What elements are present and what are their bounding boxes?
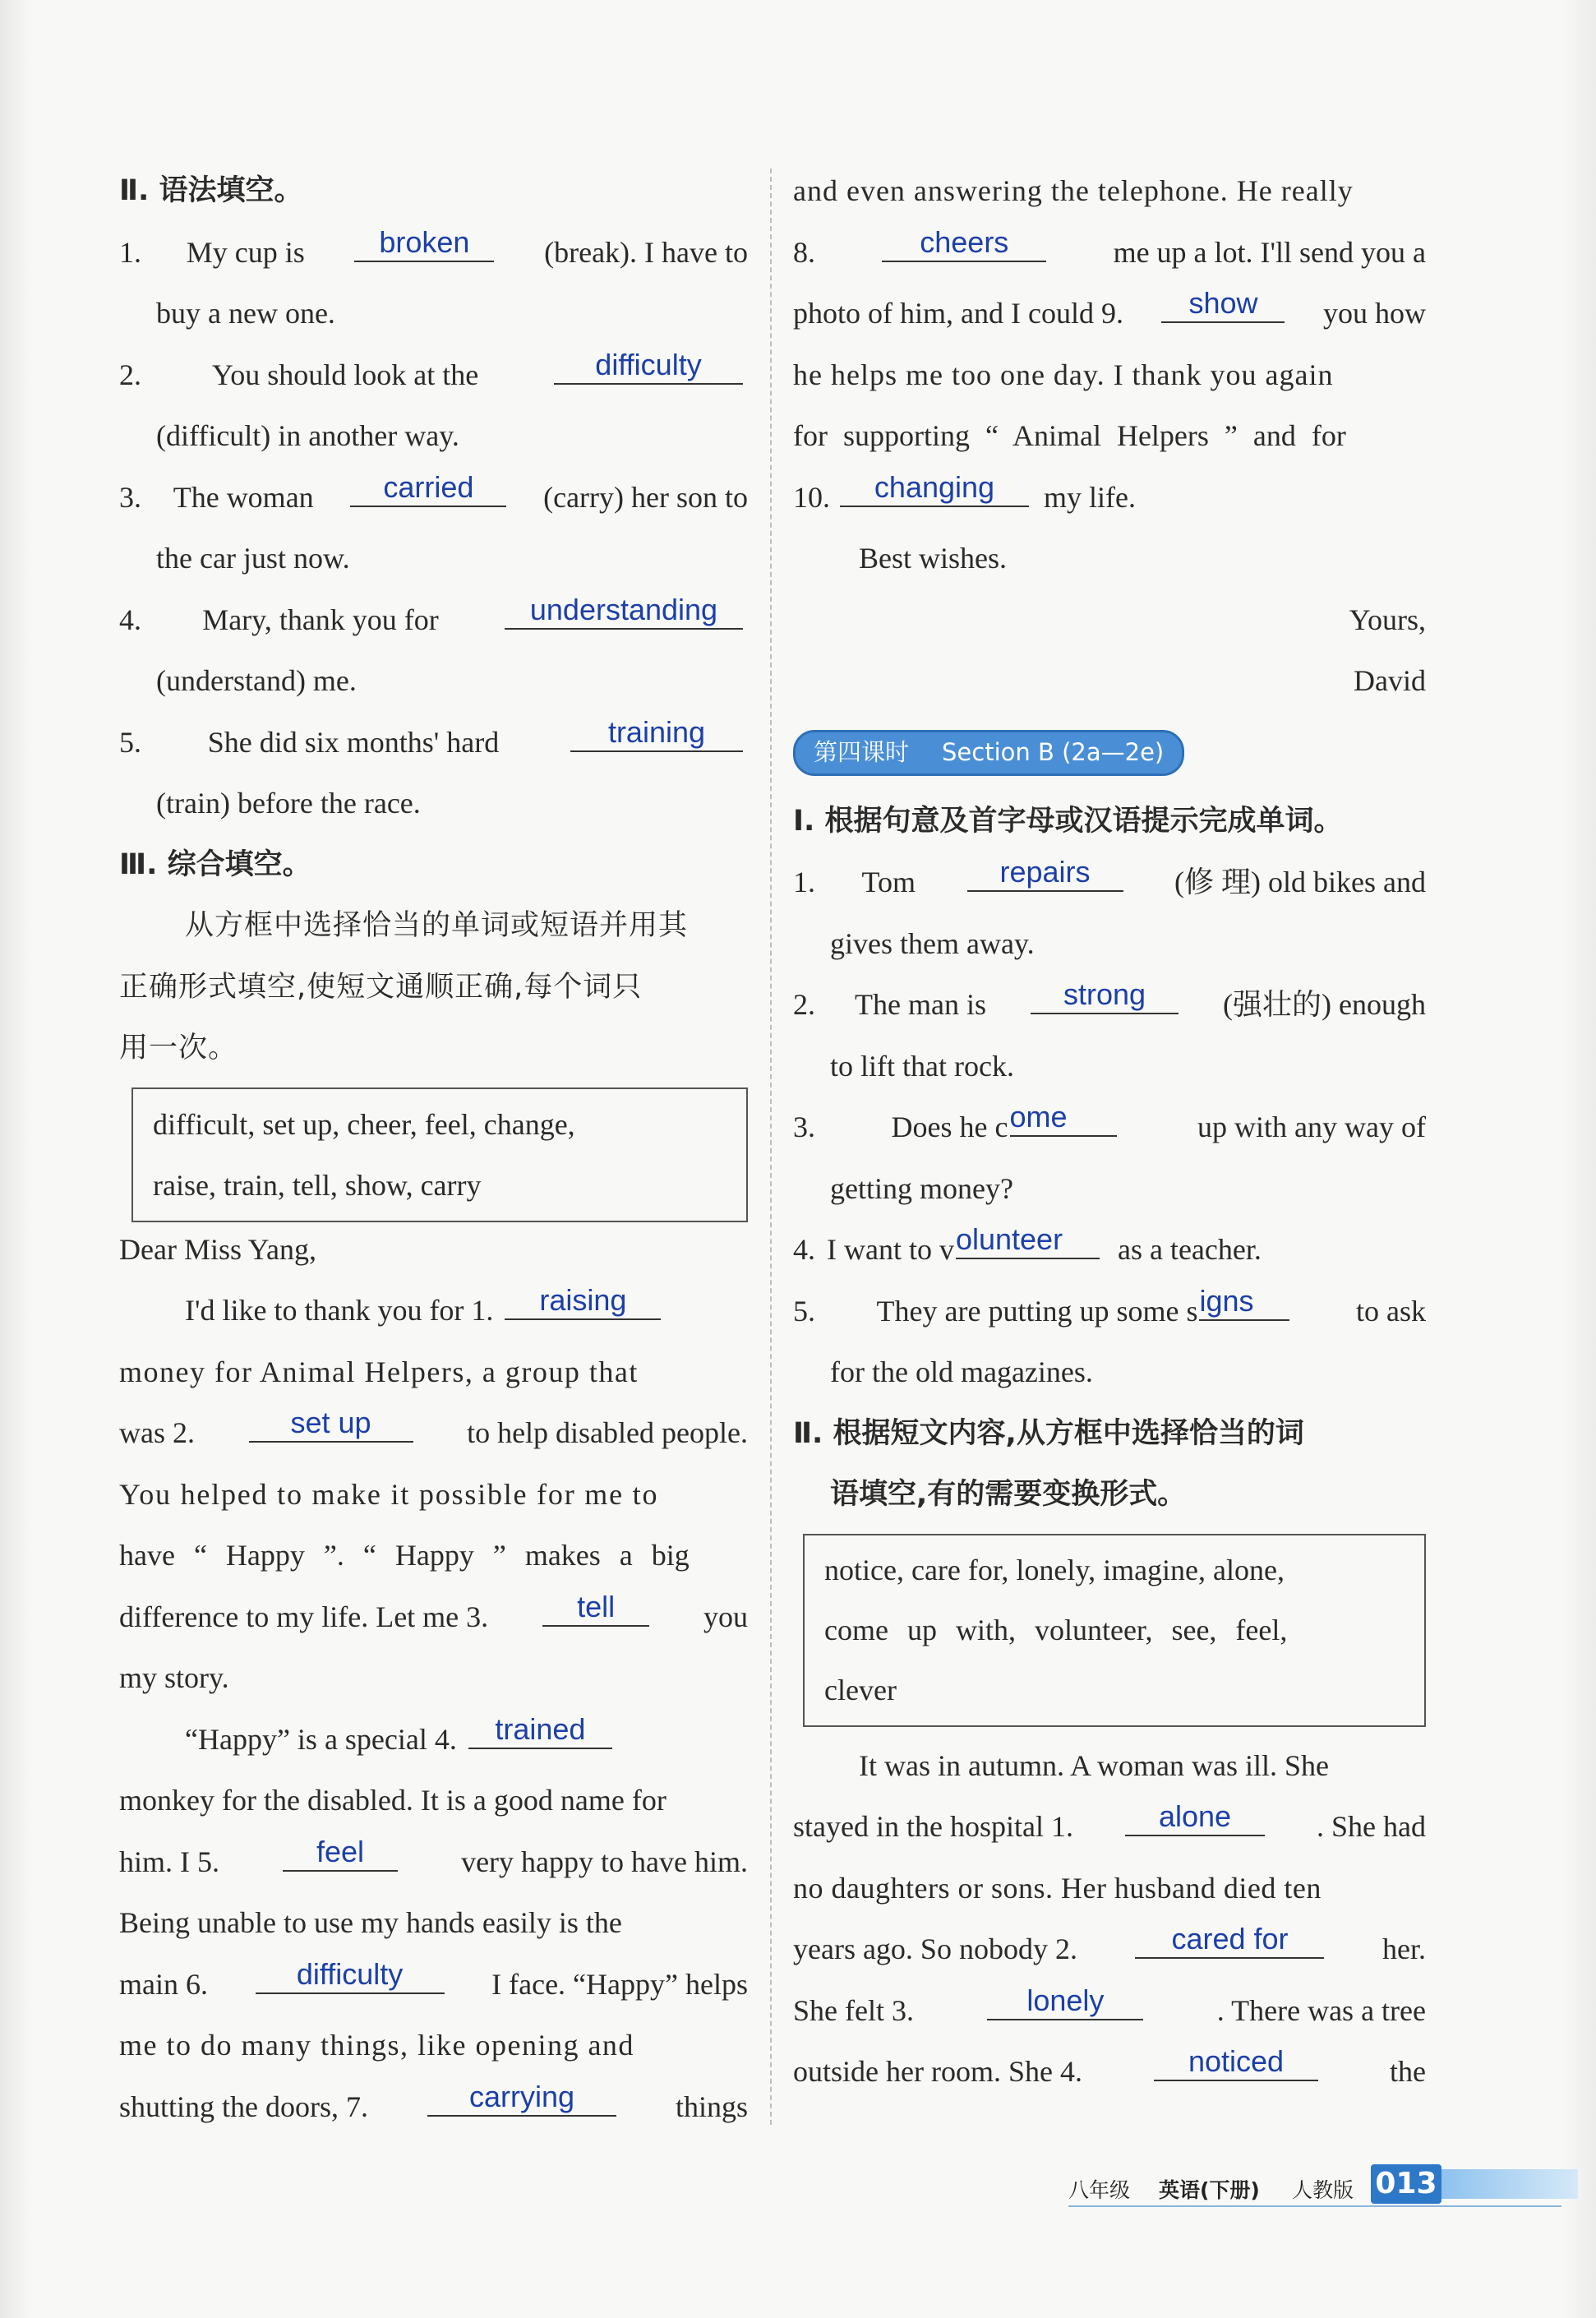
r-text-6b: my life. [1044,480,1136,514]
q1-answer: broken [379,224,470,259]
story-text-5a: She felt 3. [793,1993,914,2027]
w2-blank[interactable] [1031,977,1179,1014]
left-column [119,160,748,2137]
blank-B[interactable] [1135,1922,1324,1959]
w4-blank[interactable] [955,1222,1100,1259]
p1-line5: have “ Happy ”. “ Happy ” makes a big [119,1539,690,1572]
story-line1: It was in autumn. A woman was ill. She [859,1748,1329,1782]
w2-text-a: The man is [855,988,986,1021]
blank-D[interactable] [1154,2044,1318,2081]
r-line1: and even answering the telephone. He really [793,174,1354,207]
story-line2 [793,1796,1426,1858]
p1-text-c: was 2. [119,1416,195,1449]
story-text-6b: the [1390,2055,1426,2088]
letter-yours: Yours, [1349,603,1426,636]
q4-line [119,589,748,651]
q3-number: 3. [119,480,141,514]
w1-line2: gives them away. [830,926,1035,960]
w3-line2: getting money? [830,1171,1013,1205]
p1-text-g: difference to my life. Let me 3. [119,1600,489,1633]
blank-5[interactable] [283,1834,398,1871]
lesson-section-badge [793,730,1184,776]
q2-blank[interactable] [554,347,743,384]
story-text-2b: . She had [1317,1810,1426,1843]
blank-8[interactable] [882,224,1046,261]
p2-text-j: things [675,2089,748,2123]
letter-salutation: Dear Miss Yang, [119,1232,317,1266]
q3-line [119,467,748,529]
p1-line4: You helped to make it possible for me to [119,1477,659,1511]
r-text-6a: 10. [793,480,830,514]
w5-line2: for the old magazines. [830,1355,1093,1388]
q4-answer: understanding [529,592,718,626]
answer-2: set up [290,1406,371,1439]
w3-blank[interactable] [1009,1100,1117,1137]
answer-A: alone [1158,1799,1232,1833]
p2-line4: Being unable to use my hands easily is the [119,1906,622,1939]
r-line2 [793,222,1426,284]
p2-line5 [119,1954,748,2016]
answer-4: trained [495,1711,586,1746]
q2-text-a: You should look at the [211,358,479,391]
w5-blank[interactable] [1199,1283,1289,1320]
footer-grade: 八年级 [1068,2178,1131,2202]
q5-number: 5. [119,725,141,759]
p2-line3 [119,1831,748,1893]
q3-line2: the car just now. [156,542,350,575]
p2-text-i: shutting the doors, 7. [119,2089,368,2123]
q2-line [119,344,748,406]
footer-decoration-bar [1441,2169,1578,2199]
q5-blank[interactable] [570,714,743,751]
w2-text-b: (强壮的) enough [1223,988,1426,1021]
w2-line [793,974,1426,1036]
word-box [131,1087,748,1222]
section-II-title-1: Ⅱ. 根据短文内容,从方框中选择恰当的词 [793,1416,1304,1450]
section-I-title: Ⅰ. 根据句意及首字母或汉语提示完成单词。 [793,804,1343,838]
blank-10[interactable] [840,469,1029,506]
answer-6: difficulty [296,1956,404,1991]
p2-text-f: main 6. [119,1967,208,2001]
q1-blank[interactable] [354,224,494,261]
w3-text-b: up with any way of [1197,1111,1426,1143]
w5-text-wrap [877,1281,1295,1342]
blank-2[interactable] [249,1406,413,1443]
answer-5: feel [316,1834,365,1868]
q4-line2: (understand) me. [156,664,357,697]
w1-blank[interactable] [967,855,1123,892]
q5-line2: (train) before the race. [156,787,421,820]
w1-number: 1. [793,866,815,898]
column-divider [770,169,772,2125]
r-text-2b: me up a lot. I'll send you a [1113,235,1426,269]
q3-answer: carried [383,469,474,504]
r-text-3a: photo of him, and I could 9. [793,297,1123,330]
word-box-2 [803,1534,1426,1727]
footer-publisher: 人教版 [1292,2178,1354,2202]
w2-answer: strong [1063,977,1146,1011]
p1-line7: my story. [119,1661,229,1694]
p2-line7 [119,2076,748,2138]
story-text-4b: her. [1382,1932,1426,1965]
page-footer [1068,2158,1578,2223]
w3-text-wrap [892,1097,1122,1158]
section-label: Section B (2a—2e) [942,738,1165,767]
story-line5 [793,1980,1426,2042]
q4-text-a: Mary, thank you for [202,603,439,636]
p2-text-g: I face. “Happy” helps [491,1967,748,2001]
section-3-title: Ⅲ. 综合填空。 [119,847,311,881]
q2-number: 2. [119,358,141,391]
p1-line6 [119,1586,748,1648]
story-text-2a: stayed in the hospital 1. [793,1810,1073,1843]
story-text-5b: . There was a tree [1216,1993,1426,2027]
p2-text-a: “Happy” is a special 4. [185,1722,457,1756]
r-line3 [793,283,1426,344]
p1-text-h: you [703,1600,748,1633]
w2-line2: to lift that rock. [830,1049,1014,1083]
q5-answer: training [607,714,706,749]
p1-line1 [119,1280,748,1341]
story-text-4a: years ago. So nobody 2. [793,1932,1077,1965]
answer-D: noticed [1188,2044,1285,2078]
w4-number: 4. [793,1233,815,1266]
q3-text-a: The woman [173,480,314,514]
answer-9: show [1188,286,1258,320]
word-box-line2: raise, train, tell, show, carry [153,1168,482,1202]
q1-text-a: My cup is [186,235,305,269]
w4-answer: olunteer [955,1222,1063,1256]
letter-closing: Best wishes. [859,542,1007,575]
section-II-title-2: 语填空,有的需要变换形式。 [830,1478,1187,1511]
w1-answer: repairs [999,855,1091,889]
answer-1: raising [539,1283,627,1317]
blank-4[interactable] [468,1711,612,1748]
p2-text-c: him. I 5. [119,1845,219,1878]
w1-text-b: (修 理) old bikes and [1174,866,1426,898]
w2-number: 2. [793,988,815,1021]
w3-text-a: Does he c [891,1111,1008,1143]
q4-number: 4. [119,603,141,636]
r-line5: for supporting “ Animal Helpers ” and for [793,419,1346,452]
answer-8: cheers [920,224,1009,259]
letter-signature: David [1354,664,1426,697]
w5-answer: igns [1199,1283,1254,1318]
w5-text-b: to ask [1355,1294,1426,1328]
w4-text-a: I want to v [827,1233,954,1266]
p1-line2: money for Animal Helpers, a group that [119,1355,639,1388]
story-text-6a: outside her room. She 4. [793,2055,1082,2088]
instruction-line2: 正确形式填空,使短文通顺正确,每个词只 [119,970,643,1004]
r-line6 [793,467,1426,529]
p2-line6: me to do many things, like opening and [119,2029,634,2062]
q2-line2: (difficult) in another way. [156,419,459,452]
blank-A[interactable] [1125,1799,1265,1836]
p1-text-a: I'd like to thank you for 1. [185,1294,494,1327]
r-text-2a: 8. [793,235,815,269]
q4-blank[interactable] [505,592,743,629]
w3-answer: ome [1009,1100,1068,1134]
w5-number: 5. [793,1294,815,1328]
w3-line [793,1097,1426,1158]
w1-line [793,852,1426,913]
answer-10: changing [874,469,995,504]
q1-number: 1. [119,235,141,269]
answer-3: tell [577,1589,616,1623]
answer-C: lonely [1026,1983,1105,2017]
w4-text-b: as a teacher. [1117,1233,1262,1266]
p2-line2: monkey for the disabled. It is a good name for [119,1784,667,1817]
q5-text-a: She did six months' hard [207,725,500,759]
blank-C[interactable] [987,1983,1143,2020]
lesson-label: 第四课时 [814,738,910,767]
blank-9[interactable] [1161,286,1285,323]
answer-B: cared for [1171,1922,1289,1956]
blank-6[interactable] [256,1956,445,1993]
p1-text-d: to help disabled people. [467,1416,748,1449]
w4-line [793,1219,1426,1281]
word-box-line1: difficult, set up, cheer, feel, change, [153,1107,575,1141]
answer-7: carrying [468,2079,574,2113]
footer-rule [1068,2205,1561,2207]
q1-text-b: (break). I have to [544,235,748,269]
p2-text-d: very happy to have him. [461,1845,748,1878]
q5-line [119,712,748,773]
w5-line [793,1281,1426,1342]
footer-subject: 英语(下册) [1159,2178,1260,2202]
section-2-title: Ⅱ. 语法填空。 [119,174,303,207]
w3-number: 3. [793,1111,815,1143]
w5-text-a: They are putting up some s [876,1294,1198,1328]
q2-answer: difficulty [595,347,702,381]
w1-text-a: Tom [861,866,916,898]
word-box2-line3: clever [824,1673,897,1706]
blank-7[interactable] [427,2079,616,2116]
word-box2-line1: notice, care for, lonely, imagine, alone, [824,1553,1285,1586]
page-number: 013 [1371,2164,1441,2204]
p1-line3 [119,1402,748,1464]
q3-blank[interactable] [350,469,506,506]
right-column [793,160,1426,2103]
instruction-line3: 用一次。 [119,1032,238,1064]
r-line4: he helps me too one day. I thank you again [793,358,1334,391]
word-box2-line2: come up with, volunteer, see, feel, [824,1613,1288,1646]
story-line4 [793,1919,1426,1980]
blank-1[interactable] [505,1283,661,1320]
story-line3: no daughters or sons. Her husband died ten [793,1871,1322,1905]
r-text-3b: you how [1322,297,1426,330]
story-line6 [793,2041,1426,2103]
blank-3[interactable] [542,1589,649,1626]
q1-line2: buy a new one. [156,297,335,330]
q3-text-b: (carry) her son to [543,480,748,514]
q1-line [119,222,748,284]
p2-line1 [119,1709,748,1771]
instruction-line1: 从方框中选择恰当的单词或短语并用其 [185,909,689,942]
